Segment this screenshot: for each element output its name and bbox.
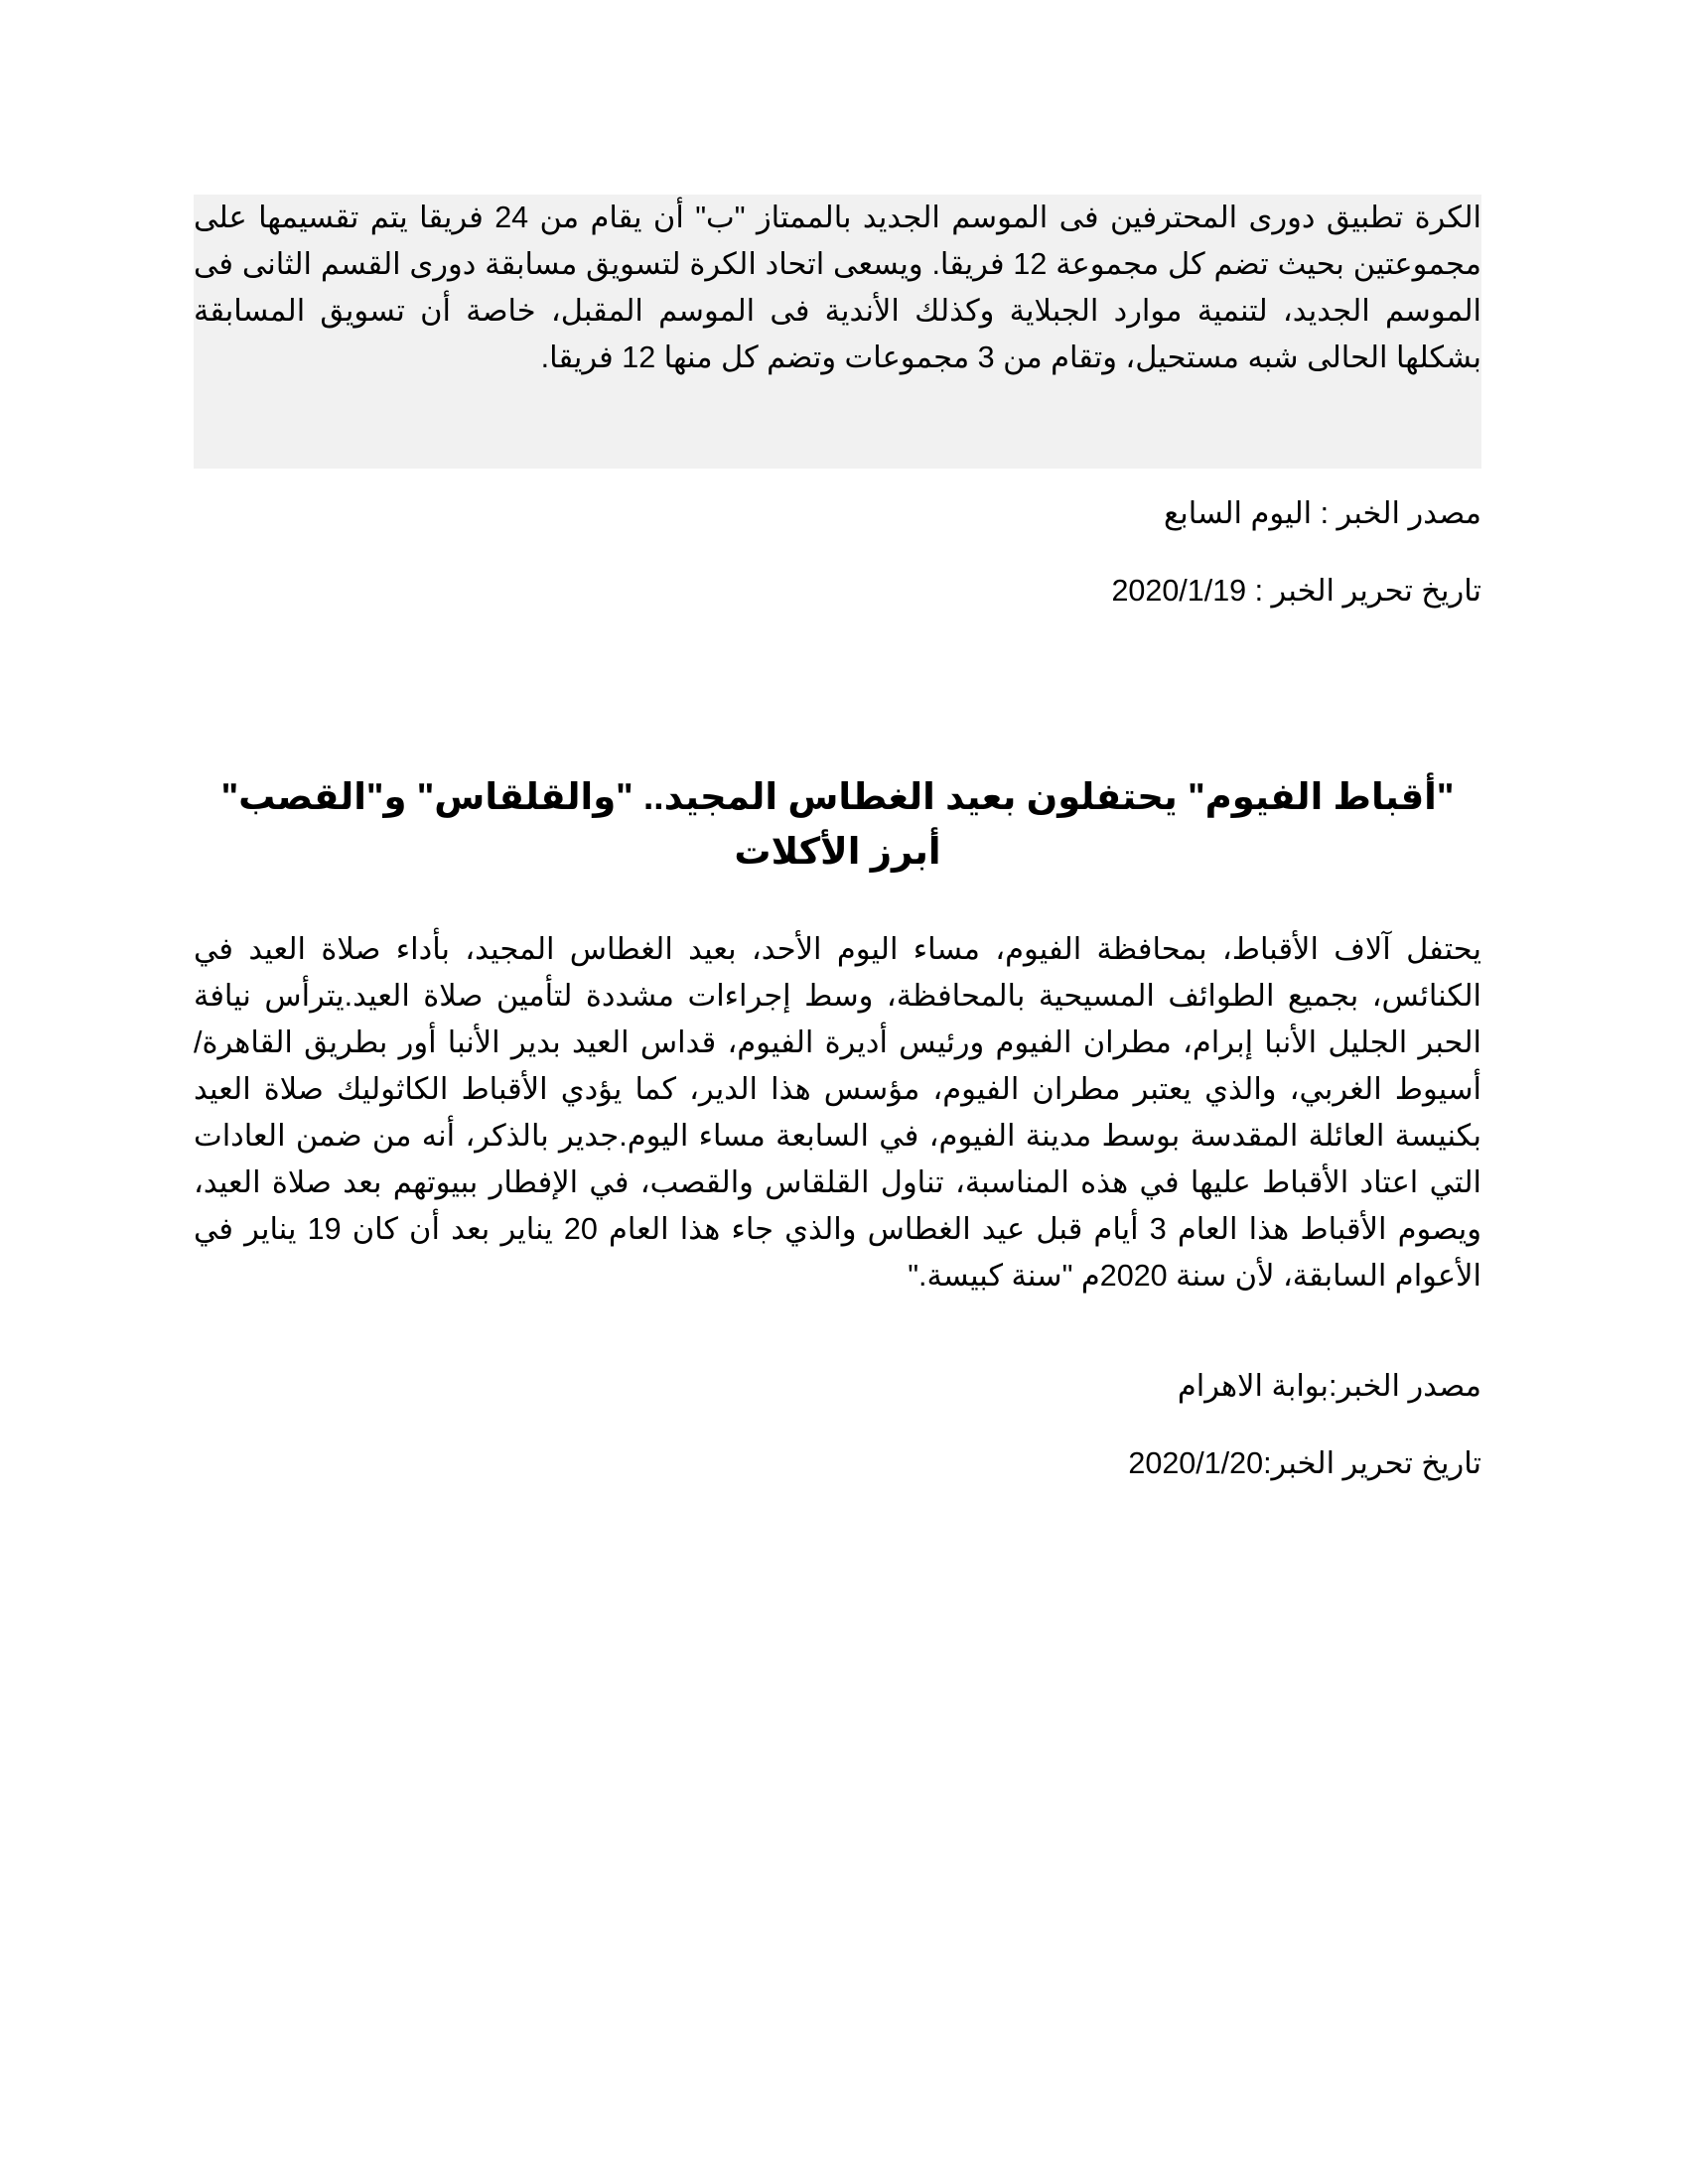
shaded-paragraph-block — [194, 195, 1481, 469]
first-article-source: مصدر الخبر : اليوم السابع — [1164, 496, 1481, 530]
second-article-body: يحتفل آلاف الأقباط، بمحافظة الفيوم، مساء اليوم الأحد، بعيد الغطاس المجيد، بأداء صلاة العيد في الكنائس، بجميع الطوائف المسيحية بالمحافظة، وسط إجراءات مشددة لتأمين صلاة العيد.يترأس نيافة الحبر الجليل الأنبا إبرام، مطران الفيوم ورئيس أديرة الفيوم، قداس العيد بدير الأنبا أور بطريق القاهرة/أسيوط الغربي، والذي يعتبر مطران الفيوم، مؤسس هذا الدير، كما يؤدي الأقباط الكاثوليك صلاة العيد بكنيسة العائلة المقدسة بوسط مدينة الفيوم، في السابعة مساء اليوم.جدير بالذكر، أنه من ضمن العادات التي اعتاد الأقباط عليها في هذه المناسبة، تناول القلقاس والقصب، في الإفطار ببيوتهم بعد صلاة العيد، ويصوم الأقباط هذا العام 3 أيام قبل عيد الغطاس والذي جاء هذا العام 20 يناير بعد أن كان 19 يناير في الأعوام السابقة، لأن سنة 2020م "سنة كبيسة." — [194, 932, 1481, 1293]
document-page — [194, 0, 1481, 2184]
first-article-date: تاريخ تحرير الخبر : 2020/1/19 — [1111, 574, 1481, 608]
second-article-source: مصدر الخبر:بوابة الاهرام — [1177, 1369, 1481, 1403]
second-article-title: "أقباط الفيوم" يحتفلون بعيد الغطاس المجيد.. "والقلقاس" و"القصب" أبرز الأكلات — [220, 776, 1455, 872]
first-article-body: الكرة تطبيق دورى المحترفين فى الموسم الجديد بالممتاز "ب" أن يقام من 24 فريقا يتم تقسيمها على مجموعتين بحيث تضم كل مجموعة 12 فريقا. ويسعى اتحاد الكرة لتسويق مسابقة دورى القسم الثانى فى الموسم الجديد، لتنمية موارد الجبلاية وكذلك الأندية فى الموسم المقبل، خاصة أن تسويق المسابقة بشكلها الحالى شبه مستحيل، وتقام من 3 مجموعات وتضم كل منها 12 فريقا. — [194, 201, 1481, 374]
second-article-date: تاريخ تحرير الخبر:2020/1/20 — [1128, 1446, 1481, 1480]
